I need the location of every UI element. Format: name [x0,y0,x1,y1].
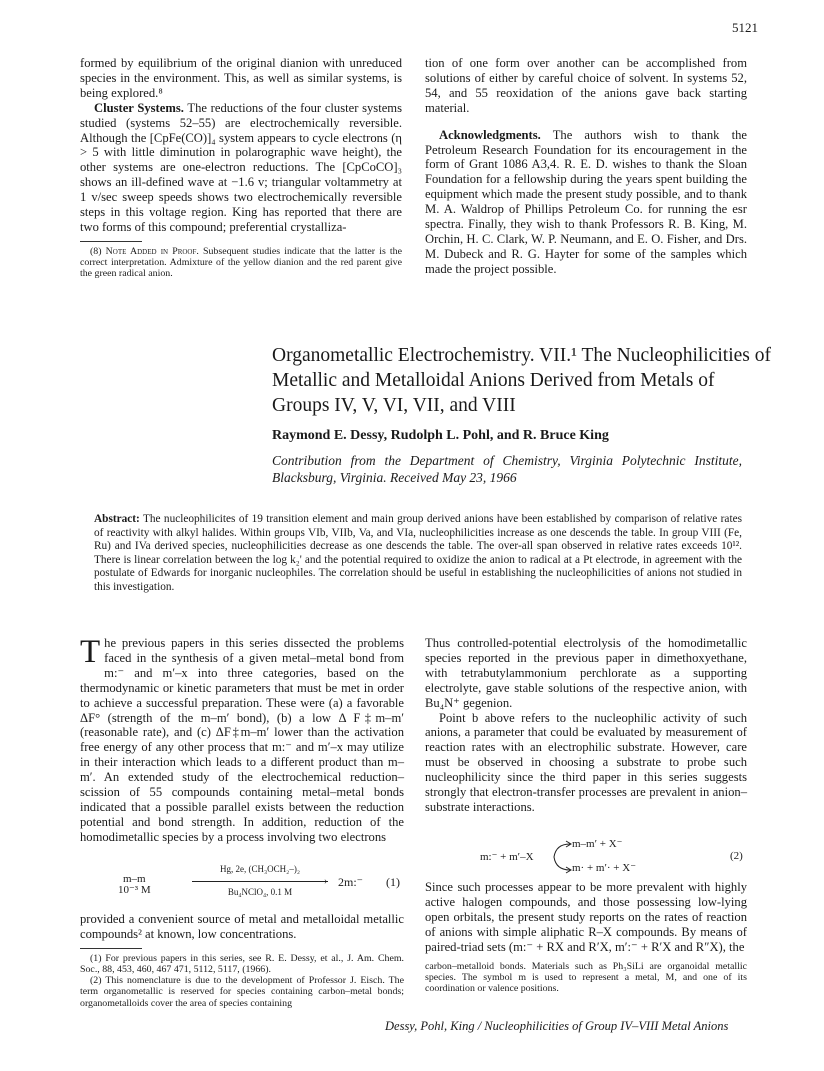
article-authors: Raymond E. Dessy, Rudolph L. Pohl, and R. Bruce King [272,428,609,443]
intro-text: he previous papers in this series dissected the problems faced in the synthesis of a given metal–metal bond from m:⁻ and m′–x into three categories, based on the thermodynamic or kinetic parameters that must be met in order to achieve a successful preparation. These were (a) a favorable ΔF° (strength of the m–m′ bond), (b) a low Δ F‡m–m′ (reasonable rate), and (c) ΔF‡m–m′ lower than the activation free energy of any other process that m:⁻ and m′–x may utilize in their interaction which leads to a different product than m–m′. An extended study of the electrochemical reduction–scission of 55 compounds containing metal–metal bonds indicated that a possible parallel exists between the reduction potential and bond strength. In addition, reduction of the homodimetallic species by a process involving two electrons [80,636,404,844]
body-left-column [80,636,404,845]
ack-heading: Acknowledgments. [439,127,541,142]
footnote-8-label: (8) Note Added in Proof. [90,245,199,257]
abstract [94,513,742,594]
footnote-rule [80,241,142,242]
eq1-number: (1) [386,875,400,889]
footnote-2-continued: carbon–metalloid bonds. Materials such as Ph₃SiLi are organoidal metallic species. The symbol m is used to represent a metal, M, and one of its coordination or valence positions. [425,960,747,994]
eq1-arrow [192,881,328,882]
page-number: 5121 [732,20,758,35]
eq2-reactants: m:⁻ + m′–X [480,851,534,863]
ack-body: The authors wish to thank the Petroleum Research Foundation for its encouragement in the form of Grant 1086 A3,4. R. E. D. wishes to thank the Sloan Foundation for a fellowship during the years spent building the equipment which made the present study possible, and to thank M. A. Waldrop of Phillips Petroleum Co. for running the esr spectra. Finally, they wish to thank Professors R. B. King, M. Orchin, H. C. Clark, W. P. Neumann, and E. O. Fisher, and Drs. M. Dubeck and R. G. Hayter for some of the samples which made the project possible. [425,127,747,276]
eq1-arrowhead: › [324,876,328,887]
top-right-column [425,56,747,277]
top-left-column [80,56,402,279]
carryover-paragraph: formed by equilibrium of the original dianion with unreduced species in the environment. This, as well as similar systems, is being explored.⁸ [80,56,402,100]
after-eq1-paragraph: provided a convenient source of metal and metalloidal metallic compounds² at known, low concentrations. [80,912,404,941]
intro-paragraph [80,636,404,845]
footnote-1: (1) For previous papers in this series, see R. E. Dessy, et al., J. Am. Chem. Soc., 88, 453, 460, 467 471, 5112, 5117, (1966). [80,952,404,976]
point-b-paragraph: Point b above refers to the nucleophilic activity of such anions, a parameter that could be evaluated by measurement of reaction rates with an electrophilic substrate. However, care must be observed in choosing a substrate to probe such nucleophilicity since the third paper in this series suggests strongly that electron-transfer processes are prevalent in anion–substrate interactions. [425,710,747,814]
abstract-label: Abstract: [94,513,140,525]
eq1-conditions-below: Bu₄NClO₄, 0.1 M [227,887,293,897]
running-footer: Dessy, Pohl, King / Nucleophilicities of Group IV–VIII Metal Anions [385,1019,729,1033]
article-affiliation: Contribution from the Department of Chemistry, Virginia Polytechnic Institute, Blacksburg, Virginia. Received May 23, 1966 [272,453,742,485]
footnote-8 [80,246,402,280]
eq1-product: 2m:⁻ [338,875,364,889]
eq1-concentration: 10⁻³ M [118,884,151,896]
cluster-systems-paragraph [80,101,402,235]
footnote-8-body: Subsequent studies indicate that the latter is the correct interpretation. Admixture of the yellow dianion and the red parent give the green radical anion. [80,245,402,280]
carryover-paragraph-right: tion of one form over another can be accomplished from solutions of either by careful choice of solvent. In systems 52, 54, and 55 reoxidation of the anions gave back starting material. [425,56,747,115]
drop-cap: T [80,634,101,670]
abstract-body: The nucleophilicites of 19 transition element and main group derived anions have been established by comparison of relative rates of reactivity with alkyl halides. Within groups VIb, VIIb, Va, and VIa, nucleophilicities increase as one descends the table. In group VIII (Fe, Ru) and IVa derived species, nucleophilicities decrease as one descends the table. The over-all span observed in relative rates exceeds 10¹². There is linear correlation between the log k₂' and the potential required to oxidize the anion to radical at a Pt electrode, in agreement with the postulate of Edwards for inorganic nucleophiles. The correlation should be useful in establishing the nucleophilicities of anions not studied in this investigation. [94,513,742,593]
rates-paragraph: Since such processes appear to be more prevalent with highly active halogen compounds, and those possessing low-lying open orbitals, the present study reports on the rates of reaction of anions with simple aliphatic R–X compounds. By means of paired-triad sets (m:⁻ + RX and R′X, m′:⁻ + R′X and R″X), the [425,880,747,954]
footnote-2: (2) This nomenclature is due to the development of Professor J. Eisch. The term organometallic is reserved for species containing carbon–metal bonds; organometalloids cover the area of species containing [80,975,404,1009]
body-right-column [425,636,747,815]
article-title: Organometallic Electrochemistry. VII.¹ The Nucleophilicities of Metallic and Metalloidal Anions Derived from Metals of Groups IV, V, VI, VII, and VIII [272,345,771,416]
eq2-number: (2) [730,850,743,862]
equation-1 [88,862,408,910]
electrolysis-paragraph: Thus controlled-potential electrolysis of the homodimetallic species reported in the previous paper in dimethoxyethane, with tetrabutylammonium perchlorate as a supporting electrolyte, gave stable solutions of the respective anion, with Bu₄N⁺ gegenion. [425,636,747,710]
acknowledgments-paragraph [425,128,747,277]
equation-2 [430,836,748,878]
eq1-conditions-above: Hg, 2e, (CH₃OCH₂–)₂ [220,864,300,874]
body-left-lower [80,912,404,1009]
cluster-heading: Cluster Systems. [94,100,184,115]
cluster-body: The reductions of the four cluster systems studied (systems 52–55) are electrochemically reversible. Although the [CpFe(CO)]₄ system appears to cycle electrons (η > 5 with little diminution in polarographic wave height), the other systems are one-electron reductions. The [CpCoCO]₃ shows an ill-defined wave at −1.6 v; triangular voltammetry at 1 v/sec sweep speeds shows two electrochemically reversible steps in this voltage region. King has reported that there are two forms of this compound; preferential crystalliza- [80,100,402,234]
body-right-lower [425,880,747,994]
eq2-branch-arrow [552,840,572,874]
eq2-product-bottom: m· + m′· + X⁻ [572,862,637,874]
eq1-reactant: m–m [123,873,146,885]
footnote-rule-2 [80,948,142,949]
eq2-product-top: m–m′ + X⁻ [572,838,623,850]
